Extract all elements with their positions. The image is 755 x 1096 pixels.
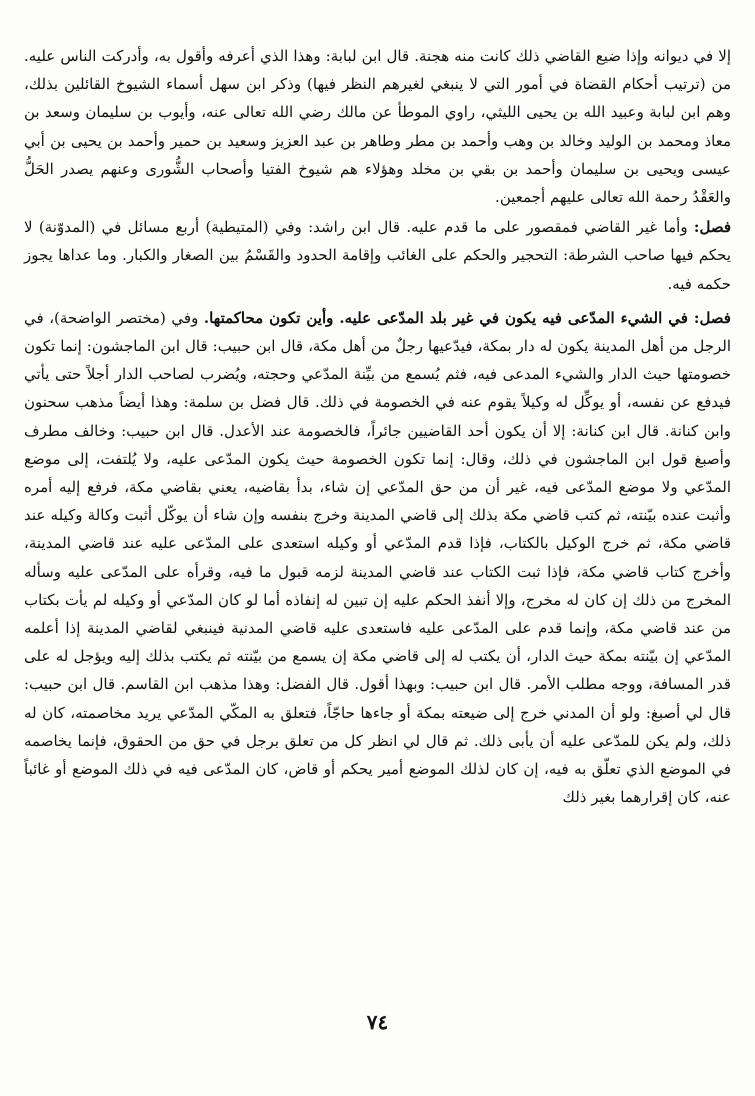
paragraph-3-text: وفي (مختصر الواضحة)، في الرجل من أهل المدينة يكون له دار بمكة، فيدّعيها رجلٌ من أهل مكة، قال ابن حبيب: قال ابن الماجشون: إنما تكون خصومتها حيث الدار والشيء المدعى فيه، فثم يُسمع من بيِّنة المدّعي وحجته، ويُضرب لصاحب الدار أجلاً حتى يأتي فيدفع عن نفسه، أو يوكِّل له وكيلاً يقوم عنه في الخصومة في ذلك. قال فضل بن سلمة: وهذا أيضاً مذهب سحنون وابن كنانة. قال ابن كنانة: إلا أن يكون أحد القاضيين جائراً، فالخصومة عند الأعدل. قال ابن حبيب: وخالف مطرف وأصبغ قول ابن الماجشون في ذلك، وقال: إنما تكون الخصومة حيث يكون المدّعى عليه، ولا يُلتفت، إلى موضع المدّعي ولا موضع المدّعى فيه، غير أن من حق المدّعي إن شاء، بدأ بقاضيه، يعني بقاضي مكة، فرفع إليه أمره وأثبت عنده بيّنته، ثم كتب قاضي مكة بذلك إلى قاضي المدينة وخرج بنفسه وإن شاء أن يوكّل أثبت وكالة وكيله عند قاضي مكة، ثم خرج الوكيل بالكتاب، فإذا قدم المدّعي أو وكيله استعدى على المدّعى عليه عند قاضي المدينة، وأخرج كتاب قاضي مكة، فإذا ثبت الكتاب عند قاضي المدينة لزمه قبول ما فيه، وقرأه على المدّعى عليه وسأله المخرج من ذلك إن كان له مخرج، وإلا أنفذ الحكم عليه إن تبين له إنفاذه أما لو كان المدّعي أو وكيله لم يأت بكتاب من عند قاضي مكة، وإنما قدم على المدّعى عليه فاستعدى عليه قاضي المدنية فينبغي لقاضي المدينة إذا أعلمه المدّعي إن بيّنته بمكة حيث الدار، أن يكتب له إلى قاضي مكة إن يسمع من بيّنته ثم يكتب بذلك إليه ويؤجل له على قدر المسافة، ووجه مطلب الأمر. قال ابن حبيب: وبهذا أقول. قال الفضل: وهذا مذهب ابن القاسم. قال ابن حبيب: قال لي أصبغ: ولو أن المدني خرج إلى ضيعته بمكة أو جاءها حاجّاً، فتعلق به المكّي المدّعي يريد مخاصمته، كان له ذلك، ولم يكن للمدّعى عليه أن يأبى ذلك. ثم قال لي انظر كل من تعلق برجل في حق من الحقوق، فإنما يخاصمه في الموضع الذي تعلّق به فيه، إن كان لذلك الموضع أمير يحكم أو قاض، كان المدّعى فيه في ذلك الموضع أو غائباً عنه، كان إقرارهما بغير ذلك <box>24 308 732 807</box>
paragraph-2-heading: فصل: <box>693 218 731 237</box>
paragraph-2-text: وأما غير القاضي فمقصور على ما قدم عليه. قال ابن راشد: وفي (المتيطية) أربع مسائل في (المدوّنة) لا يحكم فيها صاحب الشرطة: التحجير والحكم على الغائب وإقامة الحدود والقَسْمُ بين الصغار والكبار. وما عداها يجوز حكمه فيه. <box>24 218 731 293</box>
paragraph-2 <box>24 213 731 298</box>
paragraph-1 <box>24 42 731 211</box>
paragraph-3 <box>24 304 731 812</box>
paragraph-1-text: إلا في ديوانه وإذا ضيع القاضي ذلك كانت منه هجنة. قال ابن لبابة: وهذا الذي أعرفه وأقول به، وأدركت الناس عليه. من (ترتيب أحكام القضاة في أمور التي لا ينبغي لغيرهم النظر فيها) وذكر ابن سهل أسماء الشيوخ القائلين بذلك، وهم ابن لبابة وعبيد الله بن يحيى الليثي، راوي الموطأ عن مالك رضي الله تعالى عنه، وأيوب بن سليمان وسعد بن معاذ ومحمد بن الوليد وخالد بن وهب وأحمد بن مطر وطاهر بن عبد العزيز وسعيد بن حمير وأحمد بن يحيى بن أبي عيسى ويحيى بن سليمان وأحمد بن بقي بن مخلد وهؤلاء هم شيوخ الفتيا وأصحاب الشُّورى وعنهم يصدر الحَلُّ والعَقْدُ رحمة الله تعالى عليهم أجمعين. <box>24 47 731 207</box>
page-number: ٧٤ <box>366 1010 389 1034</box>
paragraph-3-heading: فصل: في الشيء المدّعى فيه يكون في غير بلد المدّعى عليه. وأين تكون محاكمتها. <box>203 308 731 327</box>
